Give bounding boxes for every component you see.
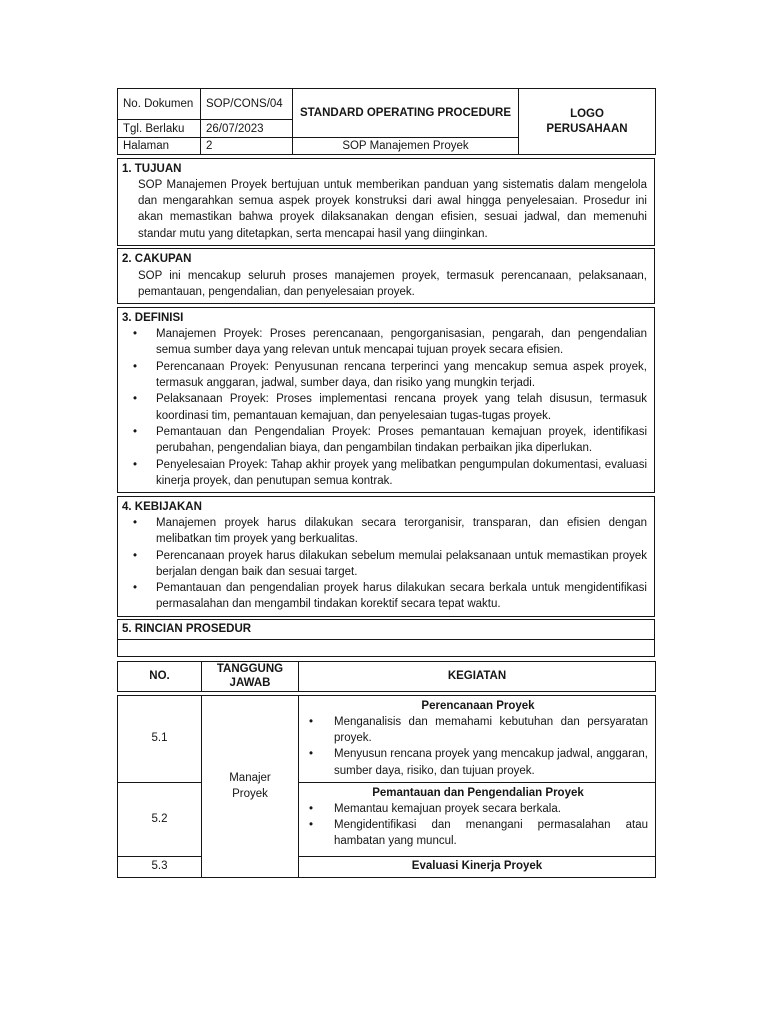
empty-row xyxy=(118,639,654,656)
section-definisi xyxy=(117,307,655,493)
list-item: • Penyelesaian Proyek: Tahap akhir proyek yang melibatkan pengumpulan dokumentasi, evaluasi kinerja proyek, dan penutupan semua kontrak. xyxy=(130,457,647,490)
list-item: • Memantau kemajuan proyek secara berkala. xyxy=(307,801,648,817)
section-kebijakan-heading: 4. KEBIJAKAN xyxy=(122,500,202,513)
list-item: • Manajemen Proyek: Proses perencanaan, pengorganisasian, pengarah, dan pengendalian semua sumber daya yang relevan untuk mencapai tujuan proyek secara efisien. xyxy=(130,326,647,359)
table-row xyxy=(118,695,656,782)
activity-bullet-list xyxy=(307,714,648,779)
section-rincian-prosedur xyxy=(117,619,655,656)
section-tujuan-heading: 1. TUJUAN xyxy=(122,162,182,175)
procedure-no: 5.3 xyxy=(118,856,202,877)
section-cakupan xyxy=(117,248,655,304)
activity-cell xyxy=(299,856,656,877)
page-number-label: Halaman xyxy=(118,138,201,155)
list-item: • Menganalisis dan memahami kebutuhan dan persyaratan proyek. xyxy=(307,714,648,747)
section-definisi-heading: 3. DEFINISI xyxy=(122,311,184,324)
activity-title: Pemantauan dan Pengendalian Proyek xyxy=(372,786,584,799)
responsible-value: Manajer Proyek xyxy=(229,771,271,801)
doc-number-value: SOP/CONS/04 xyxy=(201,89,293,120)
list-item: • Pelaksanaan Proyek: Proses implementasi rencana proyek yang telah disusun, termasuk koordinasi tim, pemantauan kemajuan, dan penyelesaian tugas-tugas proyek. xyxy=(130,391,647,424)
column-header-kegiatan: KEGIATAN xyxy=(299,661,656,691)
section-tujuan-paragraph: SOP Manajemen Proyek bertujuan untuk memberikan panduan yang sistematis dalam mengelola dan mengarahkan semua aspek proyek konstruksi dari awal hingga penyelesaian. Prosedur ini akan memastikan bahwa proyek dilaksanakan dengan efisien, sesuai jadwal, dan memenuhi standar mutu yang ditetapkan, serta mencapai hasil yang diinginkan. xyxy=(138,178,647,240)
section-rincian-heading: 5. RINCIAN PROSEDUR xyxy=(122,623,252,636)
sop-subtitle: SOP Manajemen Proyek xyxy=(293,138,519,155)
column-header-tanggung-jawab: TANGGUNG JAWAB xyxy=(202,661,299,691)
list-item: • Perencanaan Proyek: Penyusunan rencana terperinci yang mencakup semua aspek proyek, termasuk anggaran, jadwal, sumber daya, dan risiko yang mungkin terjadi. xyxy=(130,359,647,392)
procedure-table-header xyxy=(117,661,656,692)
section-kebijakan xyxy=(117,496,655,617)
activity-bullet-list xyxy=(307,801,648,850)
table-row xyxy=(118,856,656,877)
kebijakan-bullet-list xyxy=(130,515,647,613)
page-number-value: 2 xyxy=(201,138,293,155)
effective-date-label: Tgl. Berlaku xyxy=(118,120,201,138)
list-item: • Manajemen proyek harus dilakukan secara terorganisir, transparan, dan efisien dengan melibatkan tim proyek yang berkualitas. xyxy=(130,515,647,548)
activity-title: Perencanaan Proyek xyxy=(421,699,535,712)
effective-date-value: 26/07/2023 xyxy=(201,120,293,138)
section-cakupan-heading: 2. CAKUPAN xyxy=(122,253,192,266)
doc-number-label: No. Dokumen xyxy=(118,89,201,120)
sop-document xyxy=(117,88,655,878)
list-item: • Perencanaan proyek harus dilakukan sebelum memulai pelaksanaan untuk memastikan proyek berjalan dengan baik dan sesuai target. xyxy=(130,548,647,581)
list-item: • Pemantauan dan Pengendalian Proyek: Proses pemantauan kemajuan proyek, identifikasi perubahan, pengendalian biaya, dan pengambilan tindakan perbaikan jika diperlukan. xyxy=(130,424,647,457)
section-cakupan-paragraph: SOP ini mencakup seluruh proses manajemen proyek, termasuk perencanaan, pelaksanaan, pemantauan, pengendalian, dan penyelesaian proyek. xyxy=(138,269,647,299)
section-tujuan xyxy=(117,158,655,246)
activity-title: Evaluasi Kinerja Proyek xyxy=(411,860,543,873)
procedure-no: 5.1 xyxy=(118,695,202,782)
list-item: • Mengidentifikasi dan menangani permasalahan atau hambatan yang muncul. xyxy=(307,817,648,850)
procedure-no: 5.2 xyxy=(118,782,202,856)
list-item: • Pemantauan dan pengendalian proyek harus dilakukan secara berkala untuk mengidentifikasi permasalahan dan mengambil tindakan korektif secara tepat waktu. xyxy=(130,580,647,613)
document-header-table xyxy=(117,88,656,155)
company-logo-text: LOGO PERUSAHAAN xyxy=(546,107,628,135)
column-header-no: NO. xyxy=(118,661,202,691)
table-row xyxy=(118,782,656,856)
procedure-table-body xyxy=(117,695,656,878)
list-item: • Menyusun rencana proyek yang mencakup jadwal, anggaran, sumber daya, risiko, dan tujuan proyek. xyxy=(307,746,648,779)
sop-title: STANDARD OPERATING PROCEDURE xyxy=(293,89,519,138)
company-logo-placeholder xyxy=(519,89,656,155)
responsible-cell xyxy=(202,695,299,877)
activity-cell xyxy=(299,782,656,856)
activity-cell xyxy=(299,695,656,782)
definisi-bullet-list xyxy=(130,326,647,489)
